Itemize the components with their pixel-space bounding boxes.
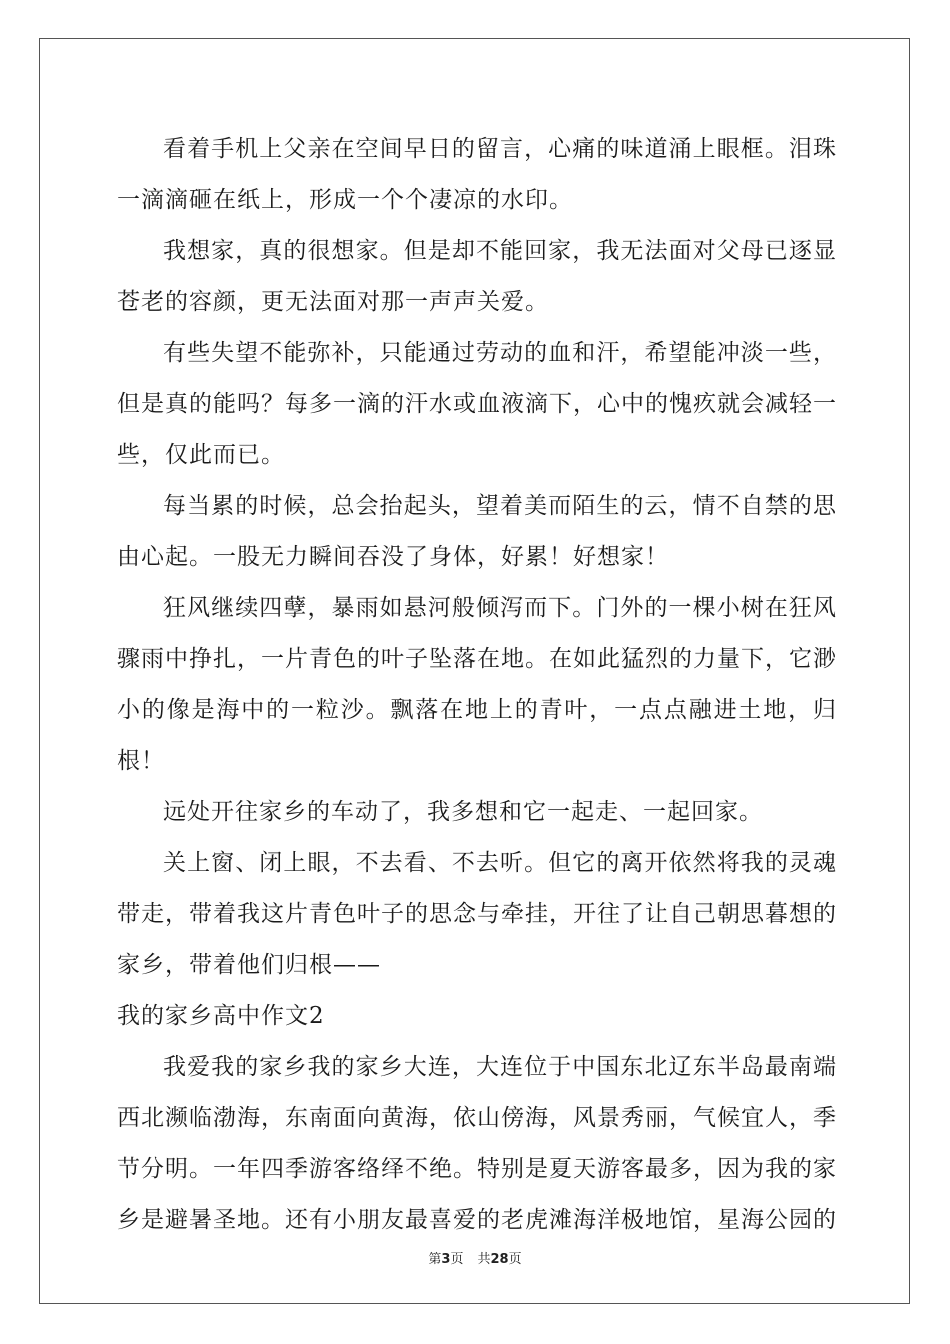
paragraph: 远处开往家乡的车动了，我多想和它一起走、一起回家。 bbox=[163, 799, 763, 825]
document-body bbox=[117, 124, 837, 1246]
paragraph: 我爱我的家乡我的家乡大连，大连位于中国东北辽东半岛最南端西北濒临渤海，东南面向黄海，依山傍海，风景秀丽，气候宜人，季节分明。一年四季游客络绎不绝。特别是夏天游客最多，因为我的家乡是避暑圣地。还有小朋友最喜爱的老虎滩海洋极地馆，星海公园的 bbox=[117, 1054, 837, 1233]
page-number: 3 bbox=[441, 1252, 451, 1267]
paragraph: 每当累的时候，总会抬起头，望着美而陌生的云，情不自禁的思由心起。一股无力瞬间吞没了身体，好累！好想家！ bbox=[117, 493, 837, 570]
paragraph: 关上窗、闭上眼，不去看、不去听。但它的离开依然将我的灵魂带走，带着我这片青色叶子的思念与牵挂，开往了让自己朝思暮想的家乡，带着他们归根—— bbox=[117, 850, 837, 978]
section-heading: 我的家乡高中作文2 bbox=[117, 1003, 325, 1029]
paragraph: 狂风继续四孽，暴雨如悬河般倾泻而下。门外的一棵小树在狂风骤雨中挣扎，一片青色的叶子坠落在地。在如此猛烈的力量下，它渺小的像是海中的一粒沙。飘落在地上的青叶，一点点融进土地，归根！ bbox=[117, 595, 837, 774]
page-suffix: 页 bbox=[450, 1252, 464, 1267]
total-prefix: 共 bbox=[477, 1252, 491, 1267]
paragraph: 我想家，真的很想家。但是却不能回家，我无法面对父母已逐显苍老的容颜，更无法面对那一声声关爱。 bbox=[117, 238, 837, 315]
total-pages: 28 bbox=[490, 1252, 509, 1267]
page-footer bbox=[0, 1248, 950, 1267]
paragraph: 有些失望不能弥补，只能通过劳动的血和汗，希望能冲淡一些，但是真的能吗？每多一滴的汗水或血液滴下，心中的愧疚就会减轻一些，仅此而已。 bbox=[117, 340, 837, 468]
paragraph: 看着手机上父亲在空间早日的留言，心痛的味道涌上眼框。泪珠一滴滴砸在纸上，形成一个个凄凉的水印。 bbox=[117, 136, 837, 213]
page-prefix: 第 bbox=[428, 1252, 442, 1267]
total-suffix: 页 bbox=[508, 1252, 522, 1267]
